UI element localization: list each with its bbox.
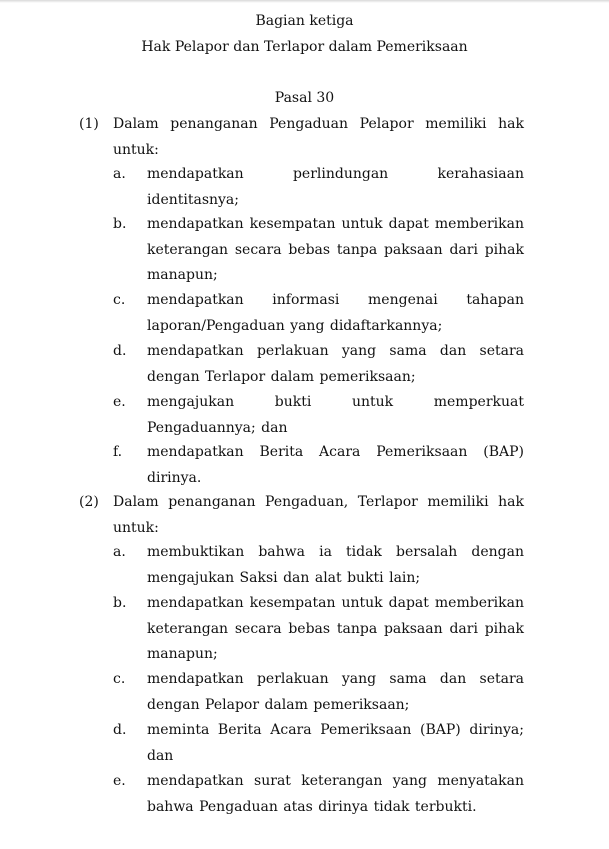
- item-label: e.: [113, 773, 126, 789]
- item-text: mendapatkan informasi mengenai tahapan laporan/Pengaduan yang didaftarkannya;: [147, 292, 524, 334]
- item-text: mendapatkan perlakuan yang sama dan setara dengan Terlapor dalam pemeriksaan;: [147, 343, 524, 385]
- item-label: d.: [113, 343, 127, 359]
- item-text: mendapatkan surat keterangan yang menyatakan bahwa Pengaduan atas dirinya tidak terbukti.: [147, 773, 524, 815]
- item-label: a.: [113, 166, 126, 182]
- item-label: b.: [113, 216, 127, 232]
- paragraph-number: (1): [79, 116, 99, 132]
- item-label: d.: [113, 722, 127, 738]
- page-top-edge: [0, 0, 609, 3]
- section-subheading: Hak Pelapor dan Terlapor dalam Pemeriksaan: [141, 39, 468, 55]
- paragraph-text: Dalam penanganan Pengaduan, Terlapor memiliki hak untuk:: [113, 494, 524, 536]
- item-label: e.: [113, 394, 126, 410]
- item-text: mendapatkan kesempatan untuk dapat memberikan keterangan secara bebas tanpa paksaan dari pihak manapun;: [147, 216, 524, 283]
- article-title: Pasal 30: [274, 90, 335, 106]
- item-text: mendapatkan perlindungan kerahasiaan identitasnya;: [147, 166, 524, 208]
- item-text: mendapatkan Berita Acara Pemeriksaan (BAP) dirinya.: [147, 444, 524, 486]
- paragraph-text: Dalam penanganan Pengaduan Pelapor memiliki hak untuk:: [113, 116, 524, 158]
- item-label: f.: [113, 444, 123, 460]
- paragraph-number: (2): [79, 494, 99, 510]
- paragraph-2: [0, 490, 609, 830]
- item-text: membuktikan bahwa ia tidak bersalah dengan mengajukan Saksi dan alat bukti lain;: [147, 544, 524, 586]
- item-label: a.: [113, 544, 126, 560]
- item-label: c.: [113, 292, 126, 308]
- item-text: mendapatkan perlakuan yang sama dan setara dengan Pelapor dalam pemeriksaan;: [147, 671, 524, 713]
- section-heading: Bagian ketiga: [255, 13, 354, 29]
- item-label: c.: [113, 671, 126, 687]
- item-text: mengajukan bukti untuk memperkuat Pengaduannya; dan: [147, 394, 524, 436]
- paragraph-1: [0, 112, 609, 492]
- item-text: mendapatkan kesempatan untuk dapat memberikan keterangan secara bebas tanpa paksaan dari pihak manapun;: [147, 595, 524, 662]
- item-label: b.: [113, 595, 127, 611]
- item-text: meminta Berita Acara Pemeriksaan (BAP) dirinya; dan: [147, 722, 524, 764]
